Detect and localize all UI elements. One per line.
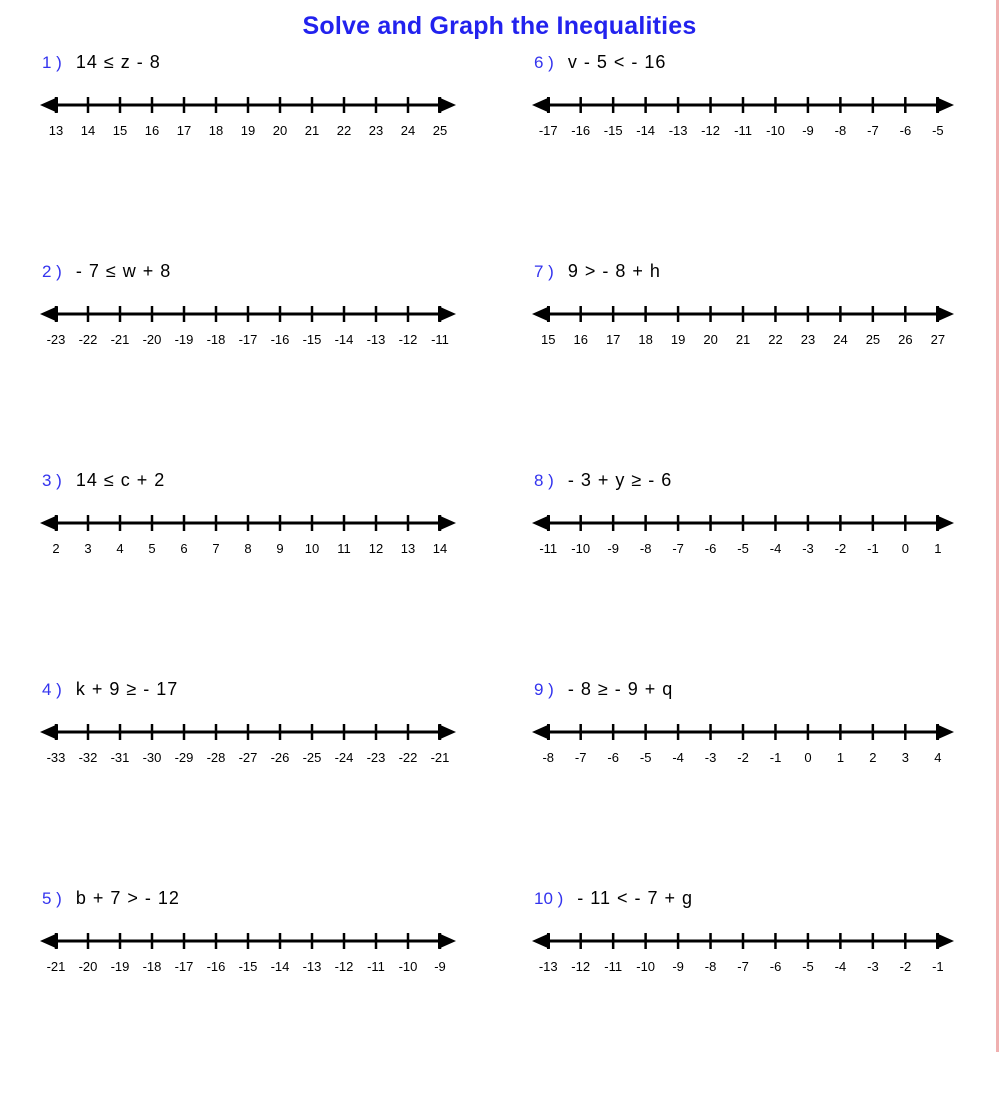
problem-header xyxy=(492,261,984,291)
tick-label: -27 xyxy=(238,750,258,765)
problem-number: 4 ) xyxy=(42,680,62,699)
tick-label: 25 xyxy=(432,123,448,138)
problem-header xyxy=(0,888,492,918)
problem-number: 6 ) xyxy=(534,53,554,72)
tick-label: -19 xyxy=(174,332,194,347)
problem-header xyxy=(0,52,492,82)
tick-label: -13 xyxy=(668,123,688,138)
tick-label: -6 xyxy=(769,959,782,974)
tick-label: -8 xyxy=(639,541,652,556)
tick-label: -17 xyxy=(174,959,194,974)
problem-expression: 14 ≤ z - 8 xyxy=(75,52,161,72)
number-line-axis xyxy=(532,90,954,120)
problem-header xyxy=(0,261,492,291)
tick-label: 15 xyxy=(541,332,556,347)
number-line-labels xyxy=(40,332,456,347)
tick-label: -21 xyxy=(46,959,66,974)
tick-label: -17 xyxy=(238,332,258,347)
problem-header xyxy=(492,52,984,82)
tick-label: 21 xyxy=(735,332,751,347)
number-line[interactable] xyxy=(492,508,984,568)
problem-number: 1 ) xyxy=(42,53,62,72)
tick-label: -2 xyxy=(899,959,912,974)
tick-label: -7 xyxy=(574,750,587,765)
number-line-axis xyxy=(40,299,456,329)
tick-label: 3 xyxy=(901,750,909,765)
tick-label: 18 xyxy=(638,332,653,347)
number-line-labels xyxy=(532,750,954,765)
problem-expression: - 11 < - 7 + g xyxy=(577,888,694,908)
number-line-axis xyxy=(40,90,456,120)
tick-label: -10 xyxy=(398,959,418,974)
tick-label: -9 xyxy=(434,959,446,974)
tick-label: -21 xyxy=(430,750,450,765)
problem-expression: v - 5 < - 16 xyxy=(567,52,667,72)
problem-header xyxy=(0,679,492,709)
problem-header xyxy=(492,888,984,918)
number-line-labels xyxy=(40,541,456,556)
tick-label: -22 xyxy=(398,750,418,765)
tick-label: 19 xyxy=(240,123,256,138)
tick-label: 5 xyxy=(148,541,156,556)
tick-label: -29 xyxy=(174,750,194,765)
tick-label: -13 xyxy=(538,959,558,974)
page-title: Solve and Graph the Inequalities xyxy=(302,12,697,40)
tick-label: -5 xyxy=(932,123,944,138)
tick-label: -28 xyxy=(206,750,226,765)
tick-label: 2 xyxy=(869,750,877,765)
tick-label: -7 xyxy=(737,959,749,974)
number-line-labels xyxy=(40,123,456,138)
tick-label: -14 xyxy=(636,123,656,138)
problem-item xyxy=(492,888,984,1097)
problem-item xyxy=(492,52,984,261)
tick-label: -11 xyxy=(734,123,752,138)
tick-label: 4 xyxy=(934,750,942,765)
tick-label: 16 xyxy=(573,332,588,347)
tick-label: -30 xyxy=(142,750,162,765)
tick-label: 22 xyxy=(336,123,352,138)
problem-expression: 14 ≤ c + 2 xyxy=(75,470,166,490)
number-line-labels xyxy=(532,332,954,347)
tick-label: 3 xyxy=(84,541,92,556)
tick-label: 22 xyxy=(768,332,783,347)
problem-number: 9 ) xyxy=(534,680,554,699)
tick-label: -31 xyxy=(110,750,130,765)
number-line[interactable] xyxy=(492,299,984,359)
number-line-axis xyxy=(532,508,954,538)
tick-label: -3 xyxy=(867,959,879,974)
problem-expression: 9 > - 8 + h xyxy=(567,261,661,281)
number-line-axis xyxy=(532,299,954,329)
tick-label: -15 xyxy=(603,123,623,138)
tick-label: 8 xyxy=(244,541,252,556)
tick-label: -5 xyxy=(639,750,652,765)
problem-expression: b + 7 > - 12 xyxy=(75,888,180,908)
tick-label: -7 xyxy=(867,123,879,138)
tick-label: 6 xyxy=(180,541,188,556)
tick-label: -16 xyxy=(270,332,290,347)
number-line[interactable] xyxy=(0,508,492,568)
tick-label: -14 xyxy=(334,332,354,347)
number-line-labels xyxy=(40,959,456,974)
tick-label: -7 xyxy=(672,541,684,556)
tick-label: 11 xyxy=(337,541,351,556)
tick-label: -14 xyxy=(270,959,290,974)
tick-label: -23 xyxy=(366,750,386,765)
tick-label: -18 xyxy=(206,332,226,347)
tick-label: 10 xyxy=(304,541,320,556)
tick-label: 14 xyxy=(432,541,448,556)
tick-label: -2 xyxy=(737,750,749,765)
problem-number: 3 ) xyxy=(42,471,62,490)
tick-label: 23 xyxy=(368,123,384,138)
tick-label: 17 xyxy=(605,332,621,347)
problem-item xyxy=(0,888,492,1097)
tick-label: 0 xyxy=(901,541,909,556)
problem-item xyxy=(492,470,984,679)
number-line[interactable] xyxy=(492,926,984,986)
tick-label: 1 xyxy=(836,750,845,765)
tick-label: 14 xyxy=(80,123,96,138)
number-line[interactable] xyxy=(492,717,984,777)
tick-label: -9 xyxy=(672,959,684,974)
tick-label: -11 xyxy=(604,959,623,974)
number-line-labels xyxy=(40,750,456,765)
tick-label: -10 xyxy=(571,541,591,556)
tick-label: -6 xyxy=(704,541,717,556)
number-line[interactable] xyxy=(0,299,492,359)
number-line[interactable] xyxy=(0,717,492,777)
problem-expression: - 3 + y ≥ - 6 xyxy=(567,470,673,490)
tick-label: 4 xyxy=(116,541,124,556)
number-line-labels xyxy=(532,541,954,556)
tick-label: -23 xyxy=(46,332,66,347)
tick-label: 20 xyxy=(703,332,718,347)
tick-label: -15 xyxy=(238,959,258,974)
tick-label: 26 xyxy=(898,332,913,347)
tick-label: 13 xyxy=(400,541,416,556)
problem-item xyxy=(492,679,984,888)
tick-label: -8 xyxy=(542,750,555,765)
problem-expression: - 8 ≥ - 9 + q xyxy=(567,679,674,699)
problem-item xyxy=(0,52,492,261)
problem-number: 10 ) xyxy=(534,889,564,908)
tick-label: -2 xyxy=(834,541,847,556)
tick-label: -11 xyxy=(539,541,558,556)
number-line[interactable] xyxy=(0,926,492,986)
problem-header xyxy=(492,679,984,709)
tick-label: 17 xyxy=(176,123,192,138)
tick-label: 1 xyxy=(934,541,942,556)
problem-header xyxy=(492,470,984,500)
tick-label: -10 xyxy=(766,123,785,138)
problem-item xyxy=(0,470,492,679)
number-line-labels xyxy=(532,959,954,974)
tick-label: -25 xyxy=(302,750,322,765)
problem-item xyxy=(0,261,492,470)
tick-label: -1 xyxy=(769,750,782,765)
tick-label: -19 xyxy=(110,959,130,974)
tick-label: -4 xyxy=(769,541,782,556)
tick-label: -5 xyxy=(802,959,814,974)
tick-label: -11 xyxy=(367,959,385,974)
problem-number: 8 ) xyxy=(534,471,554,490)
number-line-labels xyxy=(532,123,954,138)
tick-label: -32 xyxy=(78,750,98,765)
tick-label: 25 xyxy=(865,332,881,347)
tick-label: -16 xyxy=(206,959,226,974)
problem-item xyxy=(0,679,492,888)
tick-label: -5 xyxy=(737,541,749,556)
tick-label: -11 xyxy=(431,332,449,347)
tick-label: 7 xyxy=(212,541,220,556)
tick-label: -13 xyxy=(302,959,322,974)
tick-label: -16 xyxy=(571,123,591,138)
tick-label: -1 xyxy=(932,959,944,974)
problems-grid xyxy=(0,52,985,1097)
problem-expression: k + 9 ≥ - 17 xyxy=(75,679,179,699)
number-line-axis xyxy=(40,717,456,747)
tick-label: -6 xyxy=(899,123,912,138)
tick-label: 27 xyxy=(930,332,946,347)
tick-label: -4 xyxy=(672,750,684,765)
tick-label: -6 xyxy=(607,750,619,765)
tick-label: 16 xyxy=(144,123,160,138)
tick-label: -12 xyxy=(398,332,418,347)
tick-label: 21 xyxy=(304,123,320,138)
tick-label: 13 xyxy=(48,123,64,138)
tick-label: -3 xyxy=(704,750,717,765)
tick-label: -12 xyxy=(701,123,720,138)
tick-label: 23 xyxy=(800,332,816,347)
tick-label: 24 xyxy=(400,123,416,138)
number-line-axis xyxy=(532,717,954,747)
problem-item xyxy=(492,261,984,470)
tick-label: -8 xyxy=(834,123,847,138)
tick-label: -20 xyxy=(142,332,162,347)
tick-label: 9 xyxy=(276,541,284,556)
tick-label: -20 xyxy=(78,959,98,974)
problem-number: 5 ) xyxy=(42,889,62,908)
tick-label: -26 xyxy=(270,750,290,765)
problem-number: 2 ) xyxy=(42,262,62,281)
number-line[interactable] xyxy=(492,90,984,150)
tick-label: -9 xyxy=(607,541,619,556)
number-line-axis xyxy=(40,926,456,956)
tick-label: 2 xyxy=(52,541,60,556)
tick-label: -18 xyxy=(142,959,162,974)
tick-label: 24 xyxy=(833,332,848,347)
tick-label: 15 xyxy=(112,123,128,138)
tick-label: 0 xyxy=(804,750,812,765)
problem-header xyxy=(0,470,492,500)
tick-label: -3 xyxy=(802,541,814,556)
number-line[interactable] xyxy=(0,90,492,150)
tick-label: -1 xyxy=(867,541,879,556)
tick-label: -10 xyxy=(636,959,656,974)
tick-label: -33 xyxy=(46,750,66,765)
tick-label: -9 xyxy=(802,123,814,138)
number-line-axis xyxy=(532,926,954,956)
problem-expression: - 7 ≤ w + 8 xyxy=(75,261,172,281)
tick-label: 20 xyxy=(272,123,288,138)
tick-label: -24 xyxy=(334,750,354,765)
tick-label: 12 xyxy=(368,541,384,556)
tick-label: -8 xyxy=(704,959,717,974)
tick-label: 18 xyxy=(208,123,224,138)
number-line-axis xyxy=(40,508,456,538)
tick-label: -21 xyxy=(110,332,130,347)
tick-label: -12 xyxy=(571,959,591,974)
problem-number: 7 ) xyxy=(534,262,554,281)
tick-label: -15 xyxy=(302,332,322,347)
tick-label: -22 xyxy=(78,332,98,347)
tick-label: -17 xyxy=(538,123,558,138)
tick-label: -4 xyxy=(834,959,847,974)
tick-label: 19 xyxy=(670,332,686,347)
tick-label: -12 xyxy=(334,959,354,974)
tick-label: -13 xyxy=(366,332,386,347)
